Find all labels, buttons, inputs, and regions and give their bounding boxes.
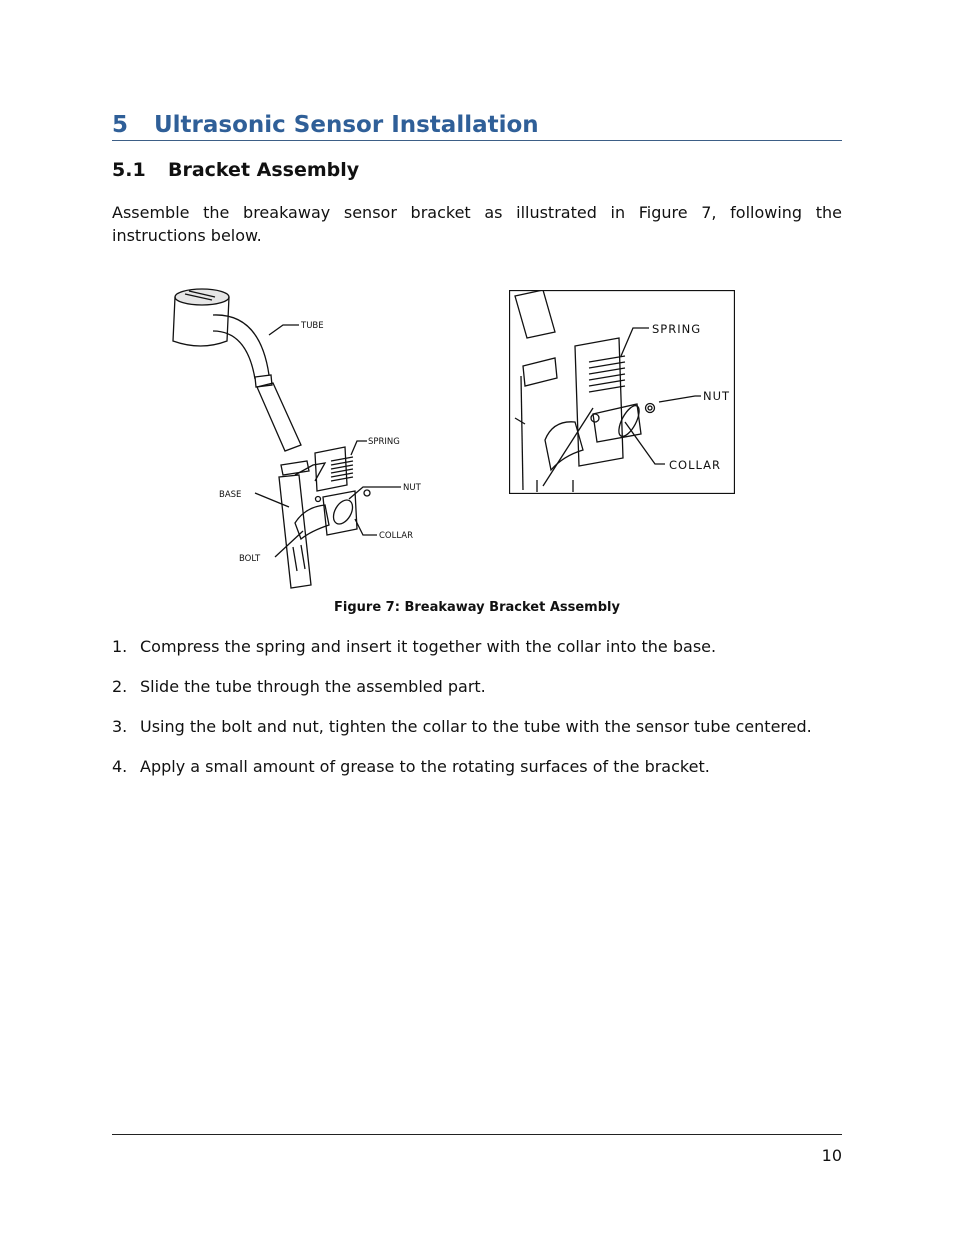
page-number: 10 bbox=[821, 1146, 842, 1165]
label-base: BASE bbox=[219, 490, 242, 500]
step-text: Compress the spring and insert it together with the collar into the base. bbox=[140, 637, 717, 656]
step-text: Using the bolt and nut, tighten the collar to the tube with the sensor tube centered. bbox=[140, 717, 812, 736]
label-spring-right: SPRING bbox=[652, 322, 702, 336]
label-collar-right: COLLAR bbox=[669, 458, 722, 472]
footer-divider bbox=[112, 1134, 842, 1135]
label-spring-left: SPRING bbox=[368, 437, 400, 447]
label-nut-right: NUT bbox=[703, 389, 731, 403]
label-tube: TUBE bbox=[301, 321, 324, 331]
instruction-list bbox=[112, 636, 842, 796]
label-collar-left: COLLAR bbox=[379, 531, 414, 541]
section-number: 5 bbox=[112, 112, 129, 138]
list-item bbox=[112, 756, 842, 778]
step-number: 3. bbox=[112, 717, 128, 736]
figure-caption: Figure 7: Breakaway Bracket Assembly bbox=[334, 600, 620, 615]
step-text: Apply a small amount of grease to the rotating surfaces of the bracket. bbox=[140, 757, 710, 776]
step-number: 4. bbox=[112, 757, 128, 776]
bracket-detail-drawing bbox=[509, 290, 735, 494]
step-text: Slide the tube through the assembled part. bbox=[140, 677, 486, 696]
intro-paragraph: Assemble the breakaway sensor bracket as illustrated in Figure 7, following the instructions below. bbox=[112, 203, 842, 245]
bracket-assembly-drawing bbox=[165, 285, 440, 590]
subsection-title: Bracket Assembly bbox=[168, 159, 360, 181]
section-heading bbox=[112, 110, 842, 141]
label-bolt: BOLT bbox=[239, 554, 261, 564]
list-item bbox=[112, 676, 842, 698]
list-item bbox=[112, 636, 842, 658]
section-title: Ultrasonic Sensor Installation bbox=[154, 112, 539, 138]
subsection-heading bbox=[112, 157, 359, 183]
label-nut-left: NUT bbox=[403, 483, 421, 493]
step-number: 2. bbox=[112, 677, 128, 696]
step-number: 1. bbox=[112, 637, 128, 656]
list-item bbox=[112, 716, 842, 738]
subsection-number: 5.1 bbox=[112, 159, 146, 181]
